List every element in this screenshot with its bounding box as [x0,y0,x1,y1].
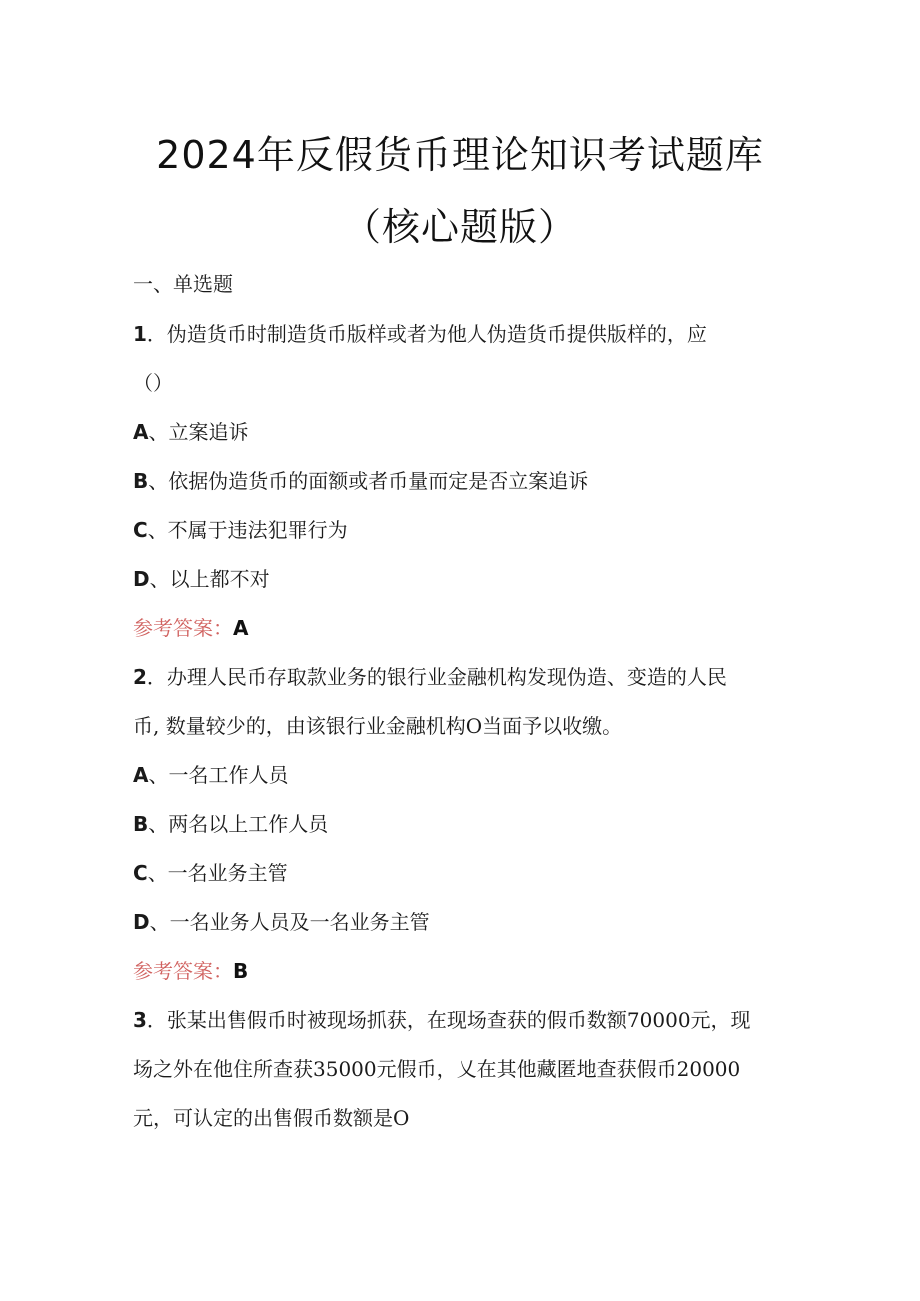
option-key: D [133,567,150,591]
option-b [133,808,328,837]
option-d [133,906,430,935]
option-text: 、两名以上工作人员 [148,812,329,836]
answer-value: B [233,959,249,983]
question-3-line-3: 元，可认定的出售假币数额是O [133,1106,410,1130]
question-2-line-2: 币, 数量较少的，由该银行业金融机构O当面予以收缴。 [133,714,623,738]
option-a [133,416,248,445]
option-c [133,857,288,886]
question-3-line-1 [133,1004,751,1033]
document-title: 2024年反假货币理论知识考试题库 [156,133,764,177]
question-text: ．办理人民币存取款业务的银行业金融机构发现伪造、变造的人民 [146,665,727,689]
option-b [133,465,588,494]
answer-label: 参考答案： [133,959,233,983]
option-text: 、一名工作人员 [148,763,289,787]
section-heading: 一、单选题 [133,272,233,296]
option-key: C [133,861,148,885]
option-key: A [133,763,149,787]
option-text: 、一名业务主管 [147,861,288,885]
option-key: B [133,469,149,493]
question-text: ．张某出售假币时被现场抓获，在现场查获的假币数额70000元，现 [146,1008,751,1032]
question-number: 3 [133,1008,147,1032]
option-c [133,514,348,543]
option-key: D [133,910,150,934]
question-3-line-2: 场之外在他住所查获35000元假币，乂在其他藏匿地查获假币20000 [133,1057,741,1081]
question-1-line-1 [133,318,707,347]
option-text: 、一名业务人员及一名业务主管 [149,910,430,934]
option-a [133,759,288,788]
option-key: A [133,420,149,444]
option-text: 、不属于违法犯罪行为 [147,518,348,542]
question-text: ．伪造货币时制造货币版样或者为他人伪造货币提供版样的，应 [146,322,707,346]
option-key: C [133,518,148,542]
option-text: 、立案追诉 [148,420,249,444]
answer-label: 参考答案： [133,616,233,640]
question-1-line-2: （） [133,371,173,395]
document-subtitle: （核心题版） [342,205,577,249]
question-number: 2 [133,665,147,689]
question-number: 1 [133,322,147,346]
option-text: 、依据伪造货币的面额或者币量而定是否立案追诉 [148,469,589,493]
answer-line [133,612,248,641]
question-2-line-1 [133,661,727,690]
answer-line [133,955,248,984]
answer-value: A [233,616,249,640]
option-key: B [133,812,149,836]
option-d [133,563,270,592]
option-text: 、以上都不对 [149,567,270,591]
